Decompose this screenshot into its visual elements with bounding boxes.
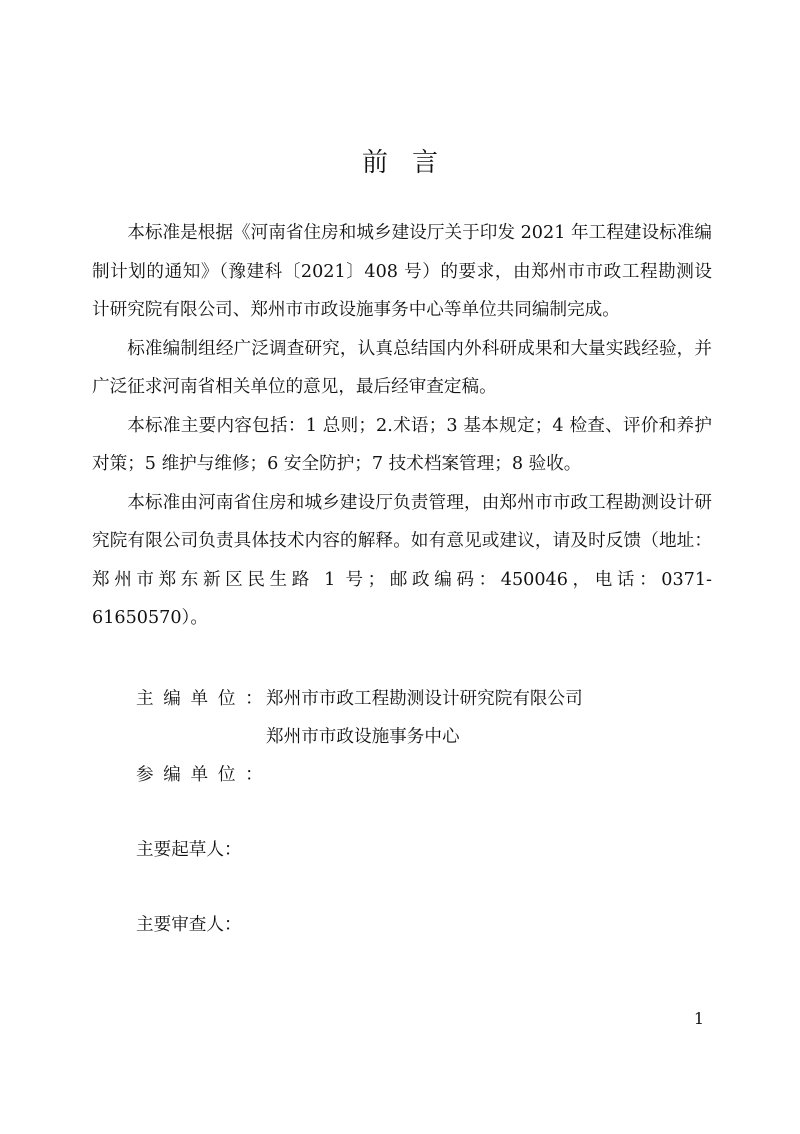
participating-units-label: 参编单位： [136, 765, 273, 785]
chief-units-label: 主编单位： [136, 689, 273, 709]
chief-unit-2-row [266, 718, 460, 756]
paragraph-basis: 本标准是根据《河南省住房和城乡建设厅关于印发 2021 年工程建设标准编制计划的通知》（豫建科〔2021〕408 号）的要求，由郑州市市政工程勘测设计研究院有限公司、郑州市市政设施事务中心等单位共同编制完成。 [92, 223, 712, 320]
participating-units-row [136, 756, 273, 794]
chief-unit-2: 郑州市市政设施事务中心 [266, 727, 460, 747]
paragraph-research: 标准编制组经广泛调查研究，认真总结国内外科研成果和大量实践经验，并广泛征求河南省相关单位的意见，最后经审查定稿。 [92, 338, 712, 397]
page-title: 前言 [361, 148, 462, 178]
main-drafters-row [136, 831, 242, 869]
page-number: 1 [693, 1009, 704, 1028]
chief-unit-1: 郑州市市政工程勘测设计研究院有限公司 [266, 689, 583, 709]
paragraph-contents: 本标准主要内容包括：1 总则；2.术语；3 基本规定；4 检查、评价和养护对策；5 维护与维修；6 安全防护；7 技术档案管理；8 验收。 [92, 415, 712, 474]
chief-units-row [136, 680, 583, 718]
main-drafters-label: 主要起草人： [136, 840, 242, 860]
paragraph-management: 本标准由河南省住房和城乡建设厅负责管理，由郑州市市政工程勘测设计研究院有限公司负责具体技术内容的解释。如有意见或建议，请及时反馈（地址：郑州市郑东新区民生路 1 号；邮政编码：450046，电话：0371-61650570）。 [92, 492, 712, 628]
main-reviewers-label: 主要审查人： [136, 915, 242, 935]
preface-body [92, 214, 712, 638]
main-reviewers-row [136, 906, 242, 944]
